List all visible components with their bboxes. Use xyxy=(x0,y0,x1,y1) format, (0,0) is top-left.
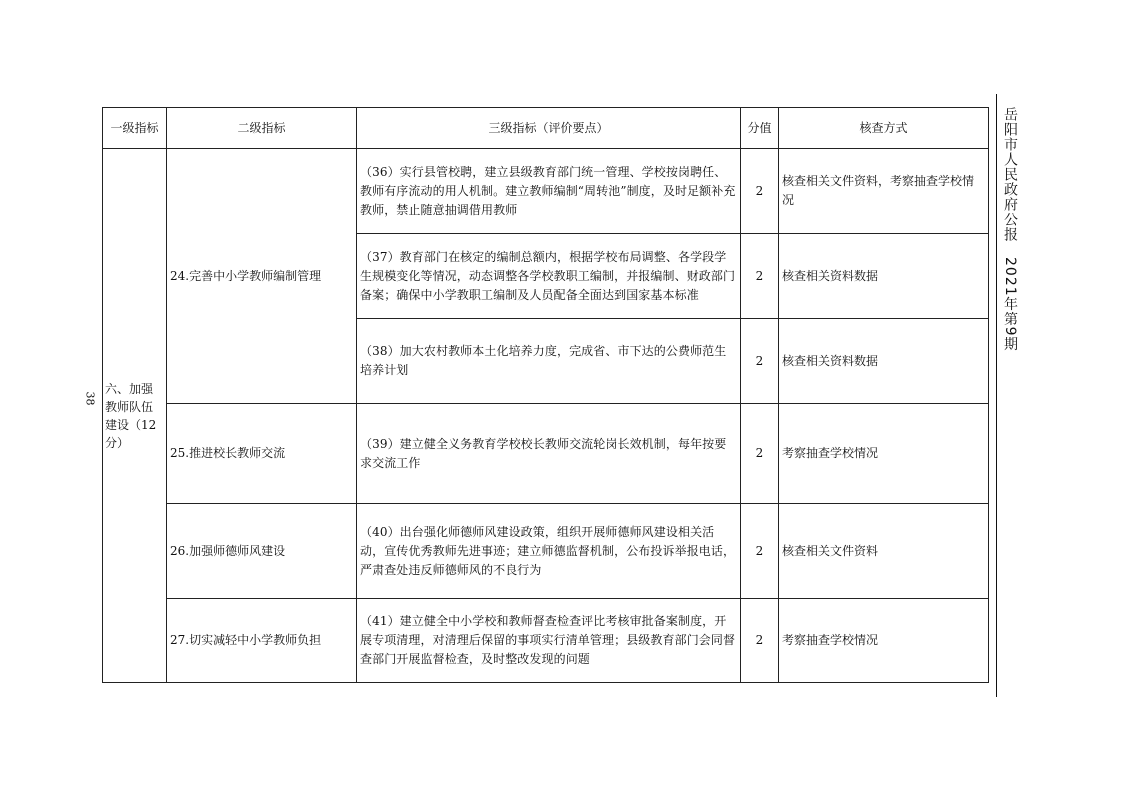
level2-indicator: 26.加强师德师风建设 xyxy=(167,504,357,599)
level3-criteria: （39）建立健全义务教育学校校长教师交流轮岗长效机制，每年按要求交流工作 xyxy=(357,404,741,504)
table-row xyxy=(103,504,989,599)
level3-criteria: （38）加大农村教师本土化培养力度，完成省、市下达的公费师范生培养计划 xyxy=(357,319,741,404)
bulletin-title: 岳阳市人民政府公报 2021年第9期 xyxy=(1002,107,1018,352)
method-cell: 考察抽查学校情况 xyxy=(779,599,989,683)
level3-criteria: （36）实行县管校聘，建立县级教育部门统一管理、学校按岗聘任、教师有序流动的用人机制。建立教师编制“周转池”制度，及时足额补充教师，禁止随意抽调借用教师 xyxy=(357,149,741,234)
score-cell: 2 xyxy=(741,149,779,234)
header-method: 核查方式 xyxy=(779,108,989,149)
method-cell: 核查相关资料数据 xyxy=(779,234,989,319)
level3-criteria: （40）出台强化师德师风建设政策，组织开展师德师风建设相关活动，宣传优秀教师先进事迹；建立师德监督机制，公布投诉举报电话，严肃查处违反师德师风的不良行为 xyxy=(357,504,741,599)
table-row xyxy=(103,149,989,234)
score-cell: 2 xyxy=(741,404,779,504)
sidebar-rule xyxy=(996,94,997,697)
header-level3: 三级指标（评价要点） xyxy=(357,108,741,149)
score-cell: 2 xyxy=(741,599,779,683)
level3-criteria: （37）教育部门在核定的编制总额内，根据学校布局调整、各学段学生规模变化等情况，动态调整各学校教职工编制，并报编制、财政部门备案；确保中小学教职工编制及人员配备全面达到国家基本标准 xyxy=(357,234,741,319)
table-header-row xyxy=(103,108,989,149)
level3-criteria: （41）建立健全中小学校和教师督查检查评比考核审批备案制度，开展专项清理，对清理后保留的事项实行清单管理；县级教育部门会同督查部门开展监督检查，及时整改发现的问题 xyxy=(357,599,741,683)
score-cell: 2 xyxy=(741,319,779,404)
method-cell: 核查相关文件资料，考察抽查学校情况 xyxy=(779,149,989,234)
method-cell: 核查相关文件资料 xyxy=(779,504,989,599)
page-number: 38 xyxy=(83,391,97,406)
table-row xyxy=(103,404,989,504)
level2-indicator: 27.切实减轻中小学教师负担 xyxy=(167,599,357,683)
score-cell: 2 xyxy=(741,504,779,599)
level1-indicator: 六、加强教师队伍建设（12分） xyxy=(103,149,167,683)
method-cell: 核查相关资料数据 xyxy=(779,319,989,404)
header-level2: 二级指标 xyxy=(167,108,357,149)
level2-indicator: 24.完善中小学教师编制管理 xyxy=(167,149,357,404)
header-level1: 一级指标 xyxy=(103,108,167,149)
level2-indicator: 25.推进校长教师交流 xyxy=(167,404,357,504)
header-score: 分值 xyxy=(741,108,779,149)
evaluation-table xyxy=(102,107,989,683)
score-cell: 2 xyxy=(741,234,779,319)
method-cell: 考察抽查学校情况 xyxy=(779,404,989,504)
table-row xyxy=(103,599,989,683)
